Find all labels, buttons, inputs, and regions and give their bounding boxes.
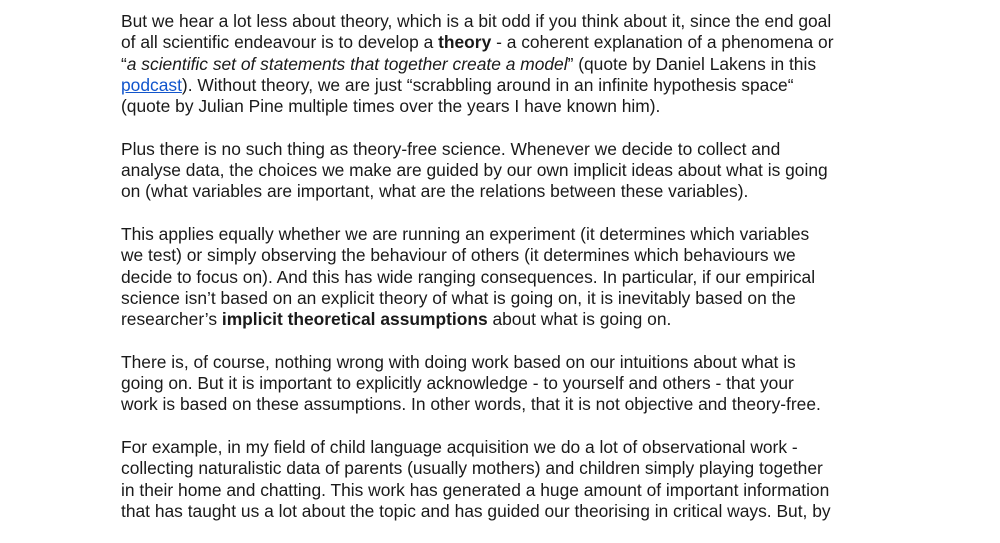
text-run: There is, of course, nothing wrong with doing work based on our intuitions about what is xyxy=(121,351,796,372)
text-line xyxy=(121,96,901,117)
text-line xyxy=(121,245,901,266)
paragraph xyxy=(121,139,901,203)
text-line xyxy=(121,32,901,53)
text-line xyxy=(121,139,901,160)
text-run: about what is going on. xyxy=(487,309,672,330)
text-run: work is based on these assumptions. In other words, that it is not objective and theory-free. xyxy=(121,394,821,415)
text-run: (quote by Julian Pine multiple times over the years I have known him). xyxy=(121,96,661,117)
paragraph xyxy=(121,437,901,522)
podcast-link[interactable]: podcast xyxy=(121,74,182,95)
text-line xyxy=(121,394,901,415)
text-line xyxy=(121,181,901,202)
text-line xyxy=(121,480,901,501)
bold-text: implicit theoretical assumptions xyxy=(221,309,488,330)
text-line xyxy=(121,11,901,32)
text-run: in their home and chatting. This work has generated a huge amount of important information xyxy=(121,479,830,500)
italic-quote: a scientific set of statements that together create a model xyxy=(126,53,568,74)
text-line xyxy=(121,267,901,288)
text-line xyxy=(121,352,901,373)
text-run: ). Without theory, we are just “scrabbling around in an infinite hypothesis space“ xyxy=(181,74,794,95)
text-run: analyse data, the choices we make are guided by our own implicit ideas about what is going xyxy=(121,160,828,181)
text-run: This applies equally whether we are running an experiment (it determines which variables xyxy=(121,223,810,244)
text-run: decide to focus on). And this has wide ranging consequences. In particular, if our empirical xyxy=(121,266,816,287)
text-run: Plus there is no such thing as theory-free science. Whenever we decide to collect and xyxy=(121,138,781,159)
paragraph xyxy=(121,224,901,330)
text-run: researcher’s xyxy=(121,309,222,330)
text-run: “ xyxy=(121,53,127,74)
text-run: that has taught us a lot about the topic and has guided our theorising in critical ways. But, by xyxy=(121,500,831,521)
text-run: of all scientific endeavour is to develop a xyxy=(121,32,439,53)
text-run: For example, in my field of child language acquisition we do a lot of observational work - xyxy=(121,436,798,457)
text-run: collecting naturalistic data of parents (usually mothers) and children simply playing together xyxy=(121,458,823,479)
text-line xyxy=(121,288,901,309)
paragraph xyxy=(121,11,901,117)
text-line xyxy=(121,160,901,181)
text-line xyxy=(121,373,901,394)
document-body xyxy=(121,11,901,543)
text-line xyxy=(121,437,901,458)
text-run: But we hear a lot less about theory, which is a bit odd if you think about it, since the end goal xyxy=(121,11,832,31)
text-run: ” (quote by Daniel Lakens in this xyxy=(567,53,817,74)
text-line xyxy=(121,501,901,522)
text-run: going on. But it is important to explicitly acknowledge - to yourself and others - that your xyxy=(121,373,794,394)
text-line xyxy=(121,75,901,96)
text-run: we test) or simply observing the behaviour of others (it determines which behaviours we xyxy=(121,245,796,266)
text-run: - a coherent explanation of a phenomena or xyxy=(491,32,834,53)
paragraph xyxy=(121,352,901,416)
text-line xyxy=(121,224,901,245)
text-run: science isn’t based on an explicit theory of what is going on, it is inevitably based on the xyxy=(121,287,796,308)
text-line xyxy=(121,458,901,479)
text-line xyxy=(121,54,901,75)
bold-text: theory xyxy=(438,32,492,53)
text-run: on (what variables are important, what are the relations between these variables). xyxy=(121,181,749,202)
text-line xyxy=(121,309,901,330)
